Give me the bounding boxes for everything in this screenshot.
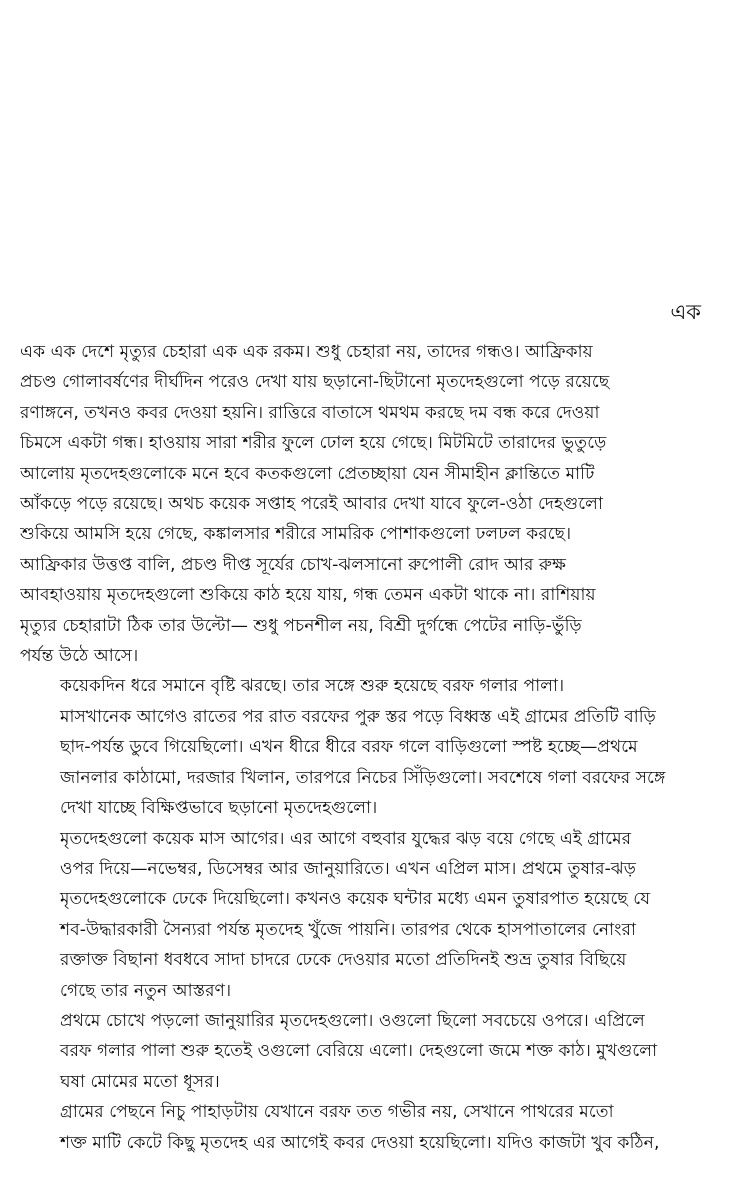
text-line: ছাদ-পর্যন্ত ডুবে গিয়েছিলো। এখন ধীরে ধীরে বরফ গলে বাড়িগুলো স্পষ্ট হচ্ছে—প্রথমে — [60, 737, 638, 758]
text-line: মৃতদেহগুলো কয়েক মাস আগের। এর আগে বহুবার যুদ্ধের ঝড় বয়ে গেছে এই গ্রামের — [60, 828, 632, 849]
text-line: গ্রামের পেছনে নিচু পাহাড়টায় যেখানে বরফ তত গভীর নয়, সেখানে পাথরের মতো — [60, 1102, 614, 1123]
text-line: দেখা যাচ্ছে বিক্ষিপ্তভাবে ছড়ানো মৃতদেহগুলো। — [60, 798, 378, 819]
text-line: আঁকড়ে পড়ে রয়েছে। অথচ কয়েক সপ্তাহ পরেই আবার দেখা যাবে ফুলে-ওঠা দেহগুলো — [20, 494, 603, 515]
text-line: চিমসে একটা গন্ধ। হাওয়ায় সারা শরীর ফুলে ঢোল হয়ে গেছে। মিটমিটে তারাদের ভুতুড়ে — [20, 433, 607, 454]
text-line: এক এক দেশে মৃত্যুর চেহারা এক এক রকম। শুধু চেহারা নয়, তাদের গন্ধও। আফ্রিকায় — [20, 342, 593, 362]
text-line: বরফ গলার পালা শুরু হতেই ওগুলো বেরিয়ে এলো। দেহগুলো জমে শক্ত কাঠ। মুখগুলো — [60, 1041, 658, 1062]
text-line: পর্যন্ত উঠে আসে। — [20, 646, 139, 667]
chapter-heading: এক — [670, 300, 701, 324]
text-line: কয়েকদিন ধরে সমানে বৃষ্টি ঝরছে। তার সঙ্গে শুরু হয়েছে বরফ গলার পালা। — [60, 676, 565, 697]
text-line: রণাঙ্গনে, তখনও কবর দেওয়া হয়নি। রাত্তিরে বাতাসে থমথম করছে দম বন্ধ করে দেওয়া — [20, 402, 600, 423]
paragraph — [20, 337, 716, 671]
text-line: শুকিয়ে আমসি হয়ে গেছে, কঙ্কালসার শরীরে সামরিক পোশাকগুলো ঢলঢল করছে। — [20, 524, 572, 545]
text-line: আবহাওয়ায় মৃতদেহগুলো শুকিয়ে কাঠ হয়ে যায়, গন্ধ তেমন একটা থাকে না। রাশিয়ায় — [20, 585, 596, 606]
text-line: আলোয় মৃতদেহগুলোকে মনে হবে কতকগুলো প্রেতচ্ছায়া যেন সীমাহীন ক্লান্তিতে মাটি — [20, 463, 595, 484]
text-line: মাসখানেক আগেও রাতের পর রাত বরফের পুরু স্তর পড়ে বিধ্বস্ত এই গ্রামের প্রতিটি বাড়ি — [60, 706, 656, 727]
text-line: রক্তাক্ত বিছানা ধবধবে সাদা চাদরে ঢেকে দেওয়ার মতো প্রতিদিনই শুভ্র তুষার বিছিয়ে — [60, 950, 627, 971]
text-line: জানলার কাঠামো, দরজার খিলান, তারপরে নিচের সিঁড়িগুলো। সবশেষে গলা বরফের সঙ্গে — [60, 767, 666, 788]
text-line: প্রথমে চোখে পড়লো জানুয়ারির মৃতদেহগুলো। ওগুলো ছিলো সবচেয়ে ওপরে। এপ্রিলে — [60, 1010, 645, 1031]
text-line: প্রচণ্ড গোলাবর্ষণের দীর্ঘদিন পরেও দেখা যায় ছড়ানো-ছিটানো মৃতদেহগুলো পড়ে রয়েছে — [20, 372, 610, 393]
paragraph — [20, 824, 716, 1006]
text-line: গেছে তার নতুন আস্তরণ। — [60, 980, 232, 1001]
text-line: ওপর দিয়ে—নভেম্বর, ডিসেম্বর আর জানুয়ারিতে। এখন এপ্রিল মাস। প্রথমে তুষার-ঝড় — [60, 858, 637, 879]
paragraph — [20, 1006, 716, 1097]
text-line: শক্ত মাটি কেটে কিছু মৃতদেহ এর আগেই কবর দেওয়া হয়েছিলো। যদিও কাজটা খুব কঠিন, — [60, 1132, 660, 1153]
text-line: আফ্রিকার উত্তপ্ত বালি, প্রচণ্ড দীপ্ত সূর্যের চোখ-ঝলসানো রুপোলী রোদ আর রুক্ষ — [20, 554, 567, 575]
body-text — [20, 337, 716, 1158]
text-line: শব-উদ্ধারকারী সৈন্যরা পর্যন্ত মৃতদেহ খুঁজে পায়নি। তারপর থেকে হাসপাতালের নোংরা — [60, 919, 637, 940]
paragraph — [20, 1097, 716, 1158]
text-line: ঘষা মোমের মতো ধূসর। — [60, 1071, 220, 1092]
text-line: মৃতদেহগুলোকে ঢেকে দিয়েছিলো। কখনও কয়েক ঘন্টার মধ্যে এমন তুষারপাত হয়েছে যে — [60, 889, 651, 910]
paragraph — [20, 671, 716, 823]
text-line: মৃত্যুর চেহারাটা ঠিক তার উল্টো— শুধু পচনশীল নয়, বিশ্রী দুর্গন্ধে পেটের নাড়ি-ভুঁড়ি — [20, 615, 582, 636]
